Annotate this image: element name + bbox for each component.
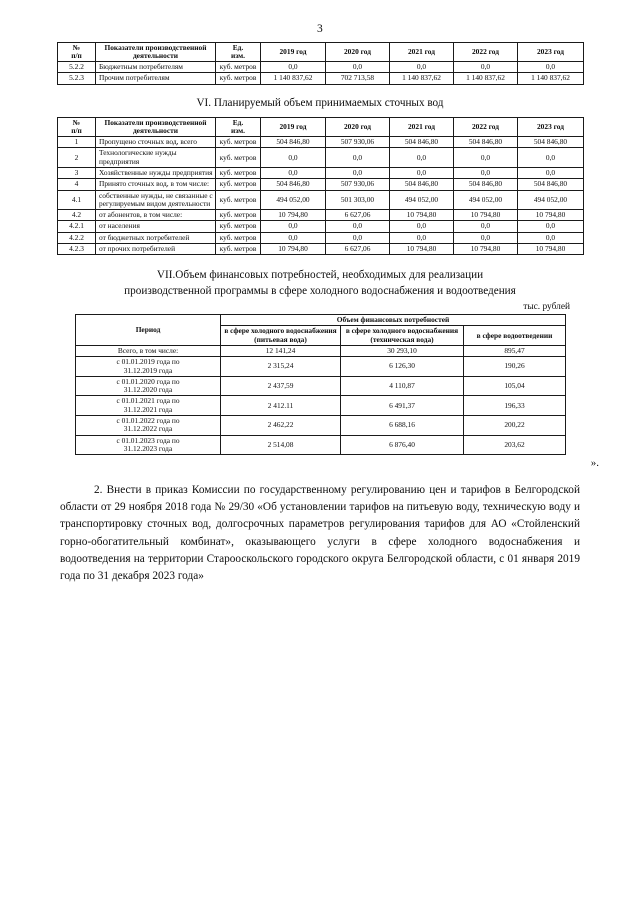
table2-header-row (58, 117, 584, 137)
row-indicator: Прочим потребителям (96, 73, 216, 84)
table3-col-group-header: Объем финансовых потребностей (221, 315, 566, 326)
row-period-line1: с 01.01.2020 года по (116, 376, 180, 386)
row-value-drinking: 2 315,24 (221, 357, 341, 377)
row-no: 4 (58, 179, 96, 190)
table3-header-row-group (76, 315, 566, 326)
row-value-2019: 494 052,00 (261, 190, 326, 210)
table1-col-2019: 2019 год (261, 42, 326, 62)
row-value-2022: 10 794,80 (454, 244, 518, 255)
row-period-line2: 31.12.2020 года (123, 385, 173, 395)
row-period-line2: 31.12.2019 года (123, 365, 173, 375)
row-value-2023: 0,0 (518, 232, 584, 243)
table2-col-no (58, 117, 96, 137)
row-value-2023: 1 140 837,62 (518, 73, 584, 84)
row-value-2021: 0,0 (390, 221, 454, 232)
row-no: 4.2 (58, 210, 96, 221)
section-7-heading-line2: производственной программы в сфере холодного водоснабжения и водоотведения (124, 284, 516, 297)
table2-body (58, 137, 584, 255)
table2-col-2021: 2021 год (390, 117, 454, 137)
table1-col-unit (216, 42, 261, 62)
row-value-2022: 1 140 837,62 (454, 73, 518, 84)
table3-container (75, 314, 565, 455)
row-value-drinking: 12 141,24 (221, 346, 341, 357)
table-row (58, 244, 584, 255)
table1-col-unit-line1: Ед. (232, 42, 244, 52)
row-period (76, 435, 221, 455)
row-value-2022: 0,0 (454, 62, 518, 73)
row-no: 3 (58, 168, 96, 179)
paragraph-line-4: долгосрочных параметров регулирования тарифов для АО «Стойленский (215, 518, 580, 531)
row-period (76, 416, 221, 436)
table1-col-no (58, 42, 96, 62)
row-value-drinking: 2 514,08 (221, 435, 341, 455)
table-row (76, 435, 566, 455)
row-value-2020: 507 930,06 (326, 137, 390, 148)
paragraph-line-1: 2. Внести в приказ Комиссии по государственному регулированию цен (94, 484, 447, 497)
row-value-technical: 30 293,10 (341, 346, 464, 357)
row-period-line2: 31.12.2022 года (123, 424, 173, 434)
row-value-drinking: 2 462,22 (221, 416, 341, 436)
table1-col-unit-line2: изм. (230, 50, 245, 60)
row-unit: куб. метров (216, 190, 261, 210)
table-row (58, 210, 584, 221)
row-value-2022: 0,0 (454, 221, 518, 232)
row-indicator: Технологические нужды предприятия (96, 148, 216, 168)
section-6-heading: VI. Планируемый объем принимаемых сточных вод (196, 96, 444, 109)
row-value-wastewater: 203,62 (464, 435, 566, 455)
closing-quote: ». (590, 457, 599, 470)
table-row (76, 416, 566, 436)
row-no: 4.1 (58, 190, 96, 210)
row-period (76, 376, 221, 396)
table1-col-2020: 2020 год (326, 42, 390, 62)
row-no: 4.2.2 (58, 232, 96, 243)
row-indicator: Хозяйственные нужды предприятия (96, 168, 216, 179)
row-value-2021: 0,0 (390, 168, 454, 179)
row-value-2023: 0,0 (518, 148, 584, 168)
wastewater-volume-table (57, 117, 584, 256)
row-value-2023: 0,0 (518, 221, 584, 232)
row-period-line1: с 01.01.2022 года по (116, 416, 180, 425)
row-indicator: от абонентов, в том числе: (96, 210, 216, 221)
row-indicator: от прочих потребителей (96, 244, 216, 255)
row-no: 1 (58, 137, 96, 148)
table1-col-2021: 2021 год (390, 42, 454, 62)
table-row (58, 62, 584, 73)
row-value-2020: 6 627,06 (326, 244, 390, 255)
table2-container (57, 117, 583, 256)
row-value-2022: 504 846,80 (454, 179, 518, 190)
row-value-2021: 1 140 837,62 (390, 73, 454, 84)
row-value-2023: 10 794,80 (518, 210, 584, 221)
paragraph-line-5: горно-обогатительный комбинат», оказывающего услуги в сфере холодного (60, 535, 478, 548)
row-value-2023: 504 846,80 (518, 137, 584, 148)
row-period-line1: с 01.01.2023 года по (116, 435, 180, 445)
row-unit: куб. метров (216, 244, 261, 255)
table2-col-no-line2: п/п (71, 125, 82, 135)
section-7-heading-line1: VII.Объем финансовых потребностей, необходимых для реализации (156, 269, 484, 282)
financial-needs-table (75, 314, 566, 455)
table-row (58, 179, 584, 190)
row-period-line2: 31.12.2021 года (123, 404, 173, 414)
row-value-2021: 10 794,80 (390, 244, 454, 255)
row-value-2020: 0,0 (326, 232, 390, 243)
row-value-2022: 504 846,80 (454, 137, 518, 148)
row-value-2019: 0,0 (261, 148, 326, 168)
row-value-2021: 10 794,80 (390, 210, 454, 221)
table2-col-indicator: Показатели производственной деятельности (96, 117, 216, 137)
row-value-2023: 0,0 (518, 62, 584, 73)
row-value-2020: 0,0 (326, 148, 390, 168)
row-indicator: Бюджетным потребителям (96, 62, 216, 73)
row-indicator: Пропущено сточных вод, всего (96, 137, 216, 148)
table1-col-no-line2: п/п (71, 50, 82, 60)
row-value-2023: 494 052,00 (518, 190, 584, 210)
row-unit: куб. метров (216, 210, 261, 221)
row-unit: куб. метров (216, 137, 261, 148)
row-value-technical: 6 876,40 (341, 435, 464, 455)
row-value-2021: 504 846,80 (390, 137, 454, 148)
row-value-2019: 0,0 (261, 221, 326, 232)
table-row (76, 357, 566, 377)
row-value-2020: 0,0 (326, 62, 390, 73)
table3-col-technical-water: в сфере холодного водоснабжения (техническая вода) (341, 326, 464, 346)
row-value-2022: 0,0 (454, 168, 518, 179)
paragraph-line-3: тарифов на питьевую воду, техническую воду и транспортировку сточных вод, (60, 501, 580, 531)
table-row (58, 232, 584, 243)
row-unit: куб. метров (216, 221, 261, 232)
units-note: тыс. рублей (523, 302, 570, 313)
row-indicator: Принято сточных вод, в том числе: (96, 179, 216, 190)
table-row (58, 148, 584, 168)
row-unit: куб. метров (216, 73, 261, 84)
table1-col-no-line1: № (72, 42, 81, 52)
production-indicators-table-continued (57, 42, 584, 85)
table-row (58, 190, 584, 210)
row-unit: куб. метров (216, 232, 261, 243)
row-value-2023: 10 794,80 (518, 244, 584, 255)
paragraph-line-7: Белгородской области, с 01 января 2019 года по 31 декабря 2023 года» (60, 552, 580, 582)
row-value-2021: 0,0 (390, 62, 454, 73)
section-7-heading (60, 268, 580, 299)
row-value-2020: 702 713,58 (326, 73, 390, 84)
paragraph-line-6: водоснабжения и водоотведения на территории Старооскольского городского округа (60, 535, 581, 565)
row-no: 2 (58, 148, 96, 168)
row-value-2019: 504 846,80 (261, 179, 326, 190)
row-value-2020: 0,0 (326, 168, 390, 179)
row-value-technical: 6 688,16 (341, 416, 464, 436)
table3-col-period: Период (76, 315, 221, 346)
row-value-technical: 6 491,37 (341, 396, 464, 416)
table1-col-2022: 2022 год (454, 42, 518, 62)
body-paragraph (60, 482, 580, 585)
row-value-2020: 507 930,06 (326, 179, 390, 190)
row-value-wastewater: 895,47 (464, 346, 566, 357)
table-row (58, 137, 584, 148)
row-value-2023: 0,0 (518, 168, 584, 179)
row-value-2021: 494 052,00 (390, 190, 454, 210)
row-value-2021: 504 846,80 (390, 179, 454, 190)
table1-container (57, 42, 583, 85)
table-row (76, 346, 566, 357)
table1-col-indicator: Показатели производственной деятельности (96, 42, 216, 62)
row-period-line1: с 01.01.2021 года по (116, 396, 180, 406)
table2-col-2023: 2023 год (518, 117, 584, 137)
row-no: 5.2.2 (58, 62, 96, 73)
row-unit: куб. метров (216, 148, 261, 168)
row-no: 5.2.3 (58, 73, 96, 84)
table3-body (76, 346, 566, 455)
row-value-2022: 0,0 (454, 148, 518, 168)
page-number: 3 (317, 23, 323, 35)
row-value-2022: 494 052,00 (454, 190, 518, 210)
table2-col-unit-line2: изм. (230, 125, 245, 135)
row-value-2023: 504 846,80 (518, 179, 584, 190)
row-value-drinking: 2 437,59 (221, 376, 341, 396)
row-value-2019: 0,0 (261, 62, 326, 73)
row-value-2021: 0,0 (390, 232, 454, 243)
row-unit: куб. метров (216, 179, 261, 190)
table1-header-row (58, 42, 584, 62)
row-value-2019: 10 794,80 (261, 244, 326, 255)
table2-col-unit (216, 117, 261, 137)
row-period (76, 396, 221, 416)
row-value-2019: 504 846,80 (261, 137, 326, 148)
table-row (76, 396, 566, 416)
table2-col-2019: 2019 год (261, 117, 326, 137)
table-row (58, 168, 584, 179)
table1-col-2023: 2023 год (518, 42, 584, 62)
row-value-2020: 501 303,00 (326, 190, 390, 210)
row-value-wastewater: 196,33 (464, 396, 566, 416)
row-value-technical: 6 126,30 (341, 357, 464, 377)
table2-col-2022: 2022 год (454, 117, 518, 137)
row-value-wastewater: 105,04 (464, 376, 566, 396)
row-indicator: от бюджетных потребителей (96, 232, 216, 243)
row-indicator: собственные нужды, не связанные с регулируемым видом деятельности (96, 190, 216, 210)
row-period-line1: с 01.01.2019 года по (116, 357, 180, 367)
row-value-wastewater: 190,26 (464, 357, 566, 377)
table-row (58, 73, 584, 84)
row-value-2019: 0,0 (261, 168, 326, 179)
row-no: 4.2.1 (58, 221, 96, 232)
row-value-2020: 0,0 (326, 221, 390, 232)
row-unit: куб. метров (216, 62, 261, 73)
table2-col-2020: 2020 год (326, 117, 390, 137)
row-value-drinking: 2 412.11 (221, 396, 341, 416)
row-value-2019: 10 794,80 (261, 210, 326, 221)
table3-col-drinking-water: в сфере холодного водоснабжения (питьевая вода) (221, 326, 341, 346)
row-period: Всего, в том числе: (76, 346, 221, 357)
row-value-2021: 0,0 (390, 148, 454, 168)
row-indicator: от населения (96, 221, 216, 232)
row-value-technical: 4 110,87 (341, 376, 464, 396)
table2-col-unit-line1: Ед. (232, 117, 244, 127)
row-value-wastewater: 200,22 (464, 416, 566, 436)
row-value-2022: 10 794,80 (454, 210, 518, 221)
row-no: 4.2.3 (58, 244, 96, 255)
row-unit: куб. метров (216, 168, 261, 179)
table-row (76, 376, 566, 396)
row-period (76, 357, 221, 377)
table3-col-wastewater: в сфере водоотведении (464, 326, 566, 346)
table-row (58, 221, 584, 232)
table2-col-no-line1: № (72, 117, 81, 127)
paragraph-line-2: и тарифов в Белгородской области от 29 ноября 2018 года № 29/30 «Об установлении (60, 484, 581, 514)
row-value-2019: 0,0 (261, 232, 326, 243)
row-value-2022: 0,0 (454, 232, 518, 243)
row-value-2020: 6 627,06 (326, 210, 390, 221)
row-period-line2: 31.12.2023 года (123, 443, 173, 453)
row-value-2019: 1 140 837,62 (261, 73, 326, 84)
